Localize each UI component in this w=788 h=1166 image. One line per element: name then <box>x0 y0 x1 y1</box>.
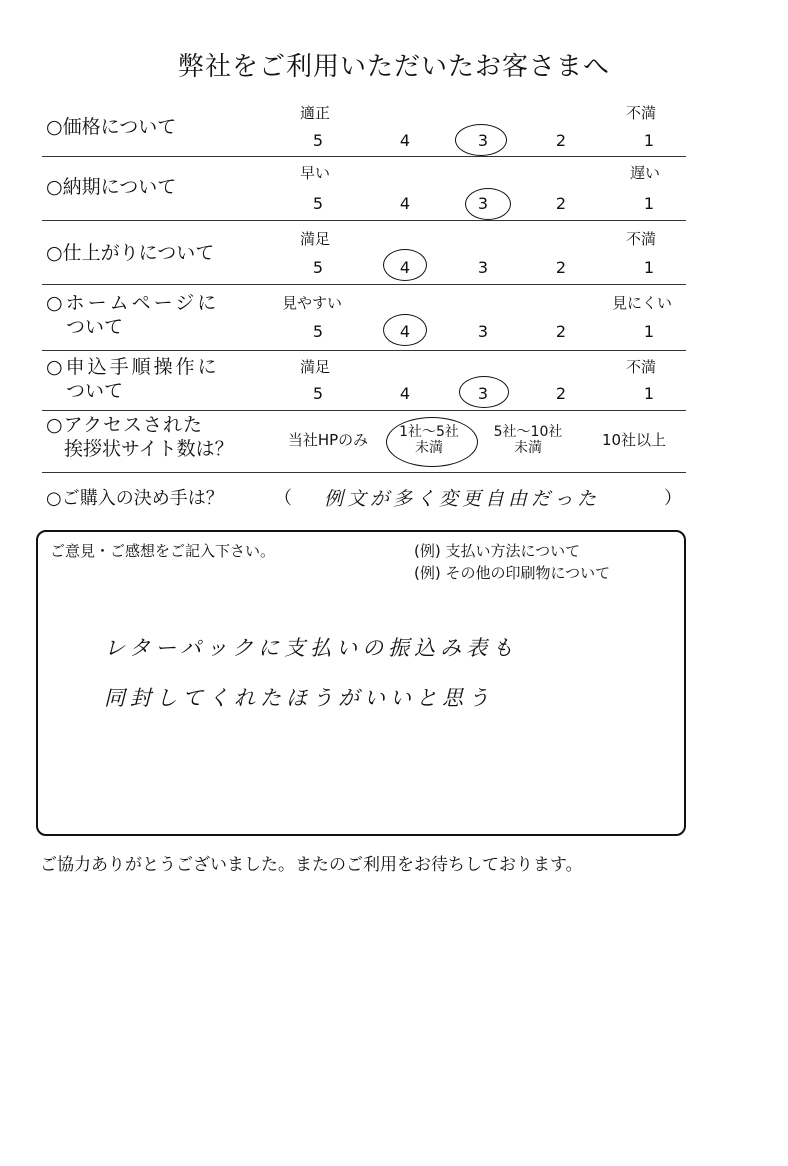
question-row-access <box>42 412 686 473</box>
access-option-10-plus[interactable]: 10社以上 <box>601 431 667 449</box>
question-label-line1: ○ホームページに <box>46 292 220 314</box>
paren-open: （ <box>274 488 292 509</box>
question-row-finish <box>42 222 686 285</box>
comment-box[interactable] <box>36 530 686 836</box>
question-label-line2: 挨拶状サイト数は？ <box>64 438 234 460</box>
access-option-1-5[interactable]: 1社～5社 <box>399 424 459 440</box>
rating-2[interactable]: 2 <box>555 131 567 150</box>
rating-5[interactable]: 5 <box>312 322 324 341</box>
scale-right-label: 不満 <box>626 358 657 376</box>
question-label: ○価格について <box>46 116 177 138</box>
access-option-own-site[interactable]: 当社HPのみ <box>287 431 369 449</box>
scale-right-label: 遅い <box>630 164 661 182</box>
paren-close: ） <box>664 488 682 509</box>
footer-message: ご協力ありがとうございました。またのご利用をお待ちしております。 <box>40 855 583 875</box>
rating-1[interactable]: 1 <box>643 384 655 403</box>
selection-circle <box>465 188 511 220</box>
question-row-delivery <box>42 158 686 221</box>
question-label-line2: ついて <box>66 380 124 402</box>
scale-left-label: 満足 <box>300 230 331 248</box>
selection-circle <box>455 124 507 156</box>
rating-1[interactable]: 1 <box>643 131 655 150</box>
selection-circle <box>383 314 427 346</box>
comment-line-2: 同封してくれたほうがいいと思う <box>104 686 494 710</box>
rating-4[interactable]: 4 <box>399 131 411 150</box>
rating-5[interactable]: 5 <box>312 131 324 150</box>
rating-2[interactable]: 2 <box>555 322 567 341</box>
question-label: ○納期について <box>46 176 177 198</box>
rating-5[interactable]: 5 <box>312 194 324 213</box>
selection-circle <box>386 417 478 467</box>
rating-4[interactable]: 4 <box>399 194 411 213</box>
access-option-5-10-sub: 未満 <box>514 440 542 456</box>
comment-example-1: (例) 支払い方法について <box>414 542 581 560</box>
scale-right-label: 不満 <box>626 230 657 248</box>
comment-heading: ご意見・ご感想をご記入下さい。 <box>50 542 276 560</box>
question-row-homepage <box>42 286 686 351</box>
question-row-procedure <box>42 352 686 411</box>
rating-4[interactable]: 4 <box>399 322 411 341</box>
rating-4[interactable]: 4 <box>399 384 411 403</box>
rating-3[interactable]: 3 <box>477 131 489 150</box>
rating-3[interactable]: 3 <box>477 194 489 213</box>
question-label: ○仕上がりについて <box>46 242 215 264</box>
rating-5[interactable]: 5 <box>312 258 324 277</box>
rating-1[interactable]: 1 <box>643 258 655 277</box>
purchase-label: ○ご購入の決め手は？ <box>46 488 224 509</box>
comment-line-1: レターパックに支払いの振込み表も <box>104 636 519 660</box>
question-label-line1: ○申込手順操作に <box>46 356 220 378</box>
rating-4[interactable]: 4 <box>399 258 411 277</box>
scale-left-label: 見やすい <box>282 294 343 312</box>
rating-2[interactable]: 2 <box>555 194 567 213</box>
rating-2[interactable]: 2 <box>555 258 567 277</box>
scale-left-label: 適正 <box>300 104 331 122</box>
comment-example-2: (例) その他の印刷物について <box>414 564 611 582</box>
purchase-answer: 例文が多く変更自由だった <box>324 488 601 510</box>
page-title: 弊社をご利用いただいたお客さまへ <box>177 52 610 82</box>
rating-3[interactable]: 3 <box>477 258 489 277</box>
selection-circle <box>383 249 427 281</box>
rating-2[interactable]: 2 <box>555 384 567 403</box>
rating-3[interactable]: 3 <box>477 322 489 341</box>
scale-right-label: 不満 <box>626 104 657 122</box>
rating-1[interactable]: 1 <box>643 194 655 213</box>
access-option-1-5-sub: 未満 <box>415 440 443 456</box>
question-row-price <box>42 100 686 157</box>
selection-circle <box>459 376 509 408</box>
rating-1[interactable]: 1 <box>643 322 655 341</box>
scale-left-label: 満足 <box>300 358 331 376</box>
scale-left-label: 早い <box>300 164 331 182</box>
question-label-line1: ○アクセスされた <box>46 414 204 436</box>
access-option-5-10[interactable]: 5社～10社 <box>493 424 563 440</box>
rating-5[interactable]: 5 <box>312 384 324 403</box>
rating-3[interactable]: 3 <box>477 384 489 403</box>
purchase-question <box>46 484 686 512</box>
scale-right-label: 見にくい <box>612 294 673 312</box>
question-label-line2: ついて <box>66 316 124 338</box>
